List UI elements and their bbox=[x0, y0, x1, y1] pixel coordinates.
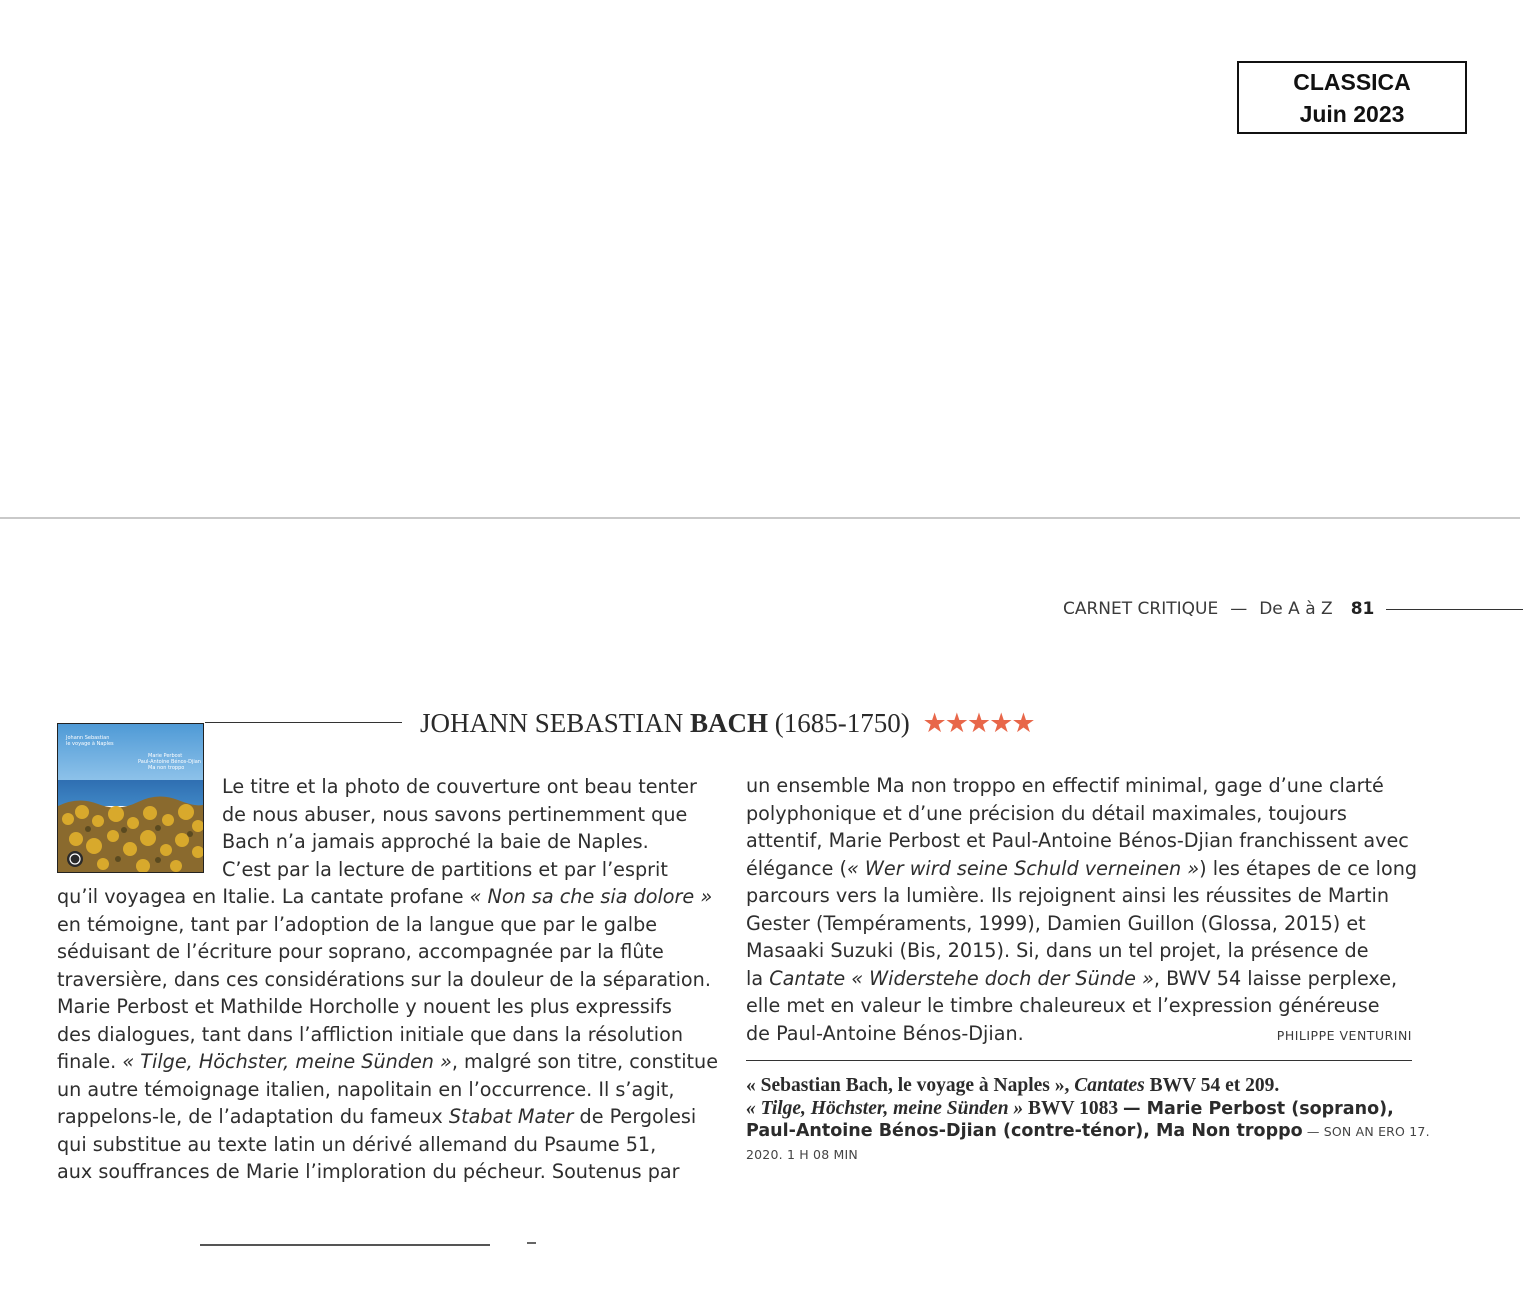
review-column-1-indented bbox=[222, 773, 697, 883]
disc-line bbox=[746, 1120, 1430, 1144]
review-line bbox=[746, 965, 1412, 993]
disc-separator: — bbox=[1302, 1124, 1324, 1139]
review-line: Le titre et la photo de couverture ont beau tenter bbox=[222, 775, 697, 798]
review-line bbox=[57, 1048, 719, 1076]
review-line: Masaaki Suzuki (Bis, 2015). Si, dans un tel projet, la présence de bbox=[746, 939, 1369, 962]
footer-dash bbox=[527, 1242, 536, 1244]
review-line: elle met en valeur le timbre chaleureux et l’expression généreuse bbox=[746, 994, 1380, 1017]
review-line: qui substitue au texte latin un dérivé allemand du Psaume 51, bbox=[57, 1132, 657, 1156]
cover-text-2: le voyage à Naples bbox=[66, 741, 114, 747]
review-line: des dialogues, tant dans l’affliction initiale que dans la résolution bbox=[57, 1022, 684, 1046]
text-run: la bbox=[746, 966, 770, 990]
text-run: rappelons-le, de l’adaptation du fameux bbox=[57, 1105, 449, 1128]
publication-stamp bbox=[1237, 61, 1467, 134]
review-line: Marie Perbost et Mathilde Horcholle y nouent les plus expressifs bbox=[57, 995, 672, 1018]
disc-info bbox=[746, 1075, 1430, 1166]
reviewer-signature: PHILIPPE VENTURINI bbox=[1276, 1027, 1412, 1043]
review-line: Gester (Tempéraments, 1999), Damien Guillon (Glossa, 2015) et bbox=[746, 911, 1366, 935]
disc-catalog: BWV 1083 bbox=[1023, 1097, 1124, 1119]
work-title: « Non sa che sia dolore » bbox=[469, 885, 713, 908]
stamp-publication: CLASSICA bbox=[1293, 68, 1411, 95]
composer-name: JOHANN SEBASTIAN bbox=[420, 708, 684, 738]
review-line bbox=[746, 855, 1418, 883]
stamp-date: Juin 2023 bbox=[1299, 100, 1405, 127]
footer-rule bbox=[200, 1244, 490, 1246]
disc-title: « Sebastian Bach, le voyage à Naples », bbox=[746, 1075, 1075, 1096]
review-line: un ensemble Ma non troppo en effectif minimal, gage d’une clarté bbox=[746, 774, 1384, 797]
work-title: Stabat Mater bbox=[448, 1105, 574, 1128]
text-run: finale. bbox=[57, 1050, 123, 1073]
review-line bbox=[57, 883, 713, 911]
review-column-2 bbox=[746, 772, 1418, 1049]
rating-stars: ★★★★★ bbox=[922, 708, 1034, 738]
text-run: , malgré son titre, constitue bbox=[451, 1050, 719, 1073]
disc-performers: Paul-Antoine Bénos-Djian (contre-ténor), Ma Non troppo bbox=[746, 1121, 1303, 1141]
cover-text-4: Paul-Antoine Bénos-Djian bbox=[138, 759, 201, 765]
review-line: Bach n’a jamais approché la baie de Naples. bbox=[222, 830, 649, 853]
review-column-1 bbox=[57, 883, 719, 1186]
composer-dates: (1685-1750) bbox=[774, 708, 910, 738]
disc-details: 2020. 1 H 08 MIN bbox=[746, 1146, 858, 1162]
work-title: Cantate « Widerstehe doch der Sünde » bbox=[769, 966, 1154, 990]
album-cover bbox=[57, 723, 204, 873]
text-run: élégance ( bbox=[746, 856, 847, 880]
work-title: « Tilge, Höchster, meine Sünden » bbox=[122, 1050, 452, 1073]
review-line: polyphonique et d’une précision du détail maximales, toujours bbox=[746, 801, 1347, 825]
page-number: 81 bbox=[1350, 599, 1375, 619]
review-line bbox=[57, 1103, 697, 1131]
review-line: aux souffrances de Marie l’imploration du pécheur. Soutenus par bbox=[57, 1160, 680, 1183]
title-rule bbox=[205, 722, 402, 723]
review-line: attentif, Marie Perbost et Paul-Antoine Bénos-Djian franchissent avec bbox=[746, 829, 1409, 852]
review-line: un autre témoignage italien, napolitain en l’occurrence. Il s’agit, bbox=[57, 1077, 675, 1101]
text-run: , BWV 54 laisse perplexe, bbox=[1153, 966, 1398, 990]
text-run: de Paul-Antoine Bénos-Djian. bbox=[746, 1021, 1024, 1045]
cover-text-1: Johann Sebastian bbox=[66, 735, 110, 741]
review-line: séduisant de l’écriture pour soprano, accompagnée par la flûte bbox=[57, 940, 664, 963]
disc-works: Cantates bbox=[1074, 1075, 1145, 1096]
subsection-title: De A à Z bbox=[1259, 599, 1333, 619]
disc-work-title: « Tilge, Höchster, meine Sünden » bbox=[746, 1097, 1024, 1119]
review-line: parcours vers la lumière. Ils rejoignent ainsi les réussites de Martin bbox=[746, 884, 1390, 907]
page-header bbox=[1063, 597, 1523, 621]
work-title: « Wer wird seine Schuld verneinen » bbox=[846, 856, 1200, 880]
disc-line bbox=[746, 1075, 1416, 1098]
cover-text-3: Marie Perbost bbox=[148, 753, 183, 759]
text-run: de Pergolesi bbox=[573, 1105, 697, 1128]
header-rule bbox=[1386, 609, 1523, 610]
review-line: en témoigne, tant par l’adoption de la langue que par le galbe bbox=[57, 912, 658, 936]
review-line: de nous abuser, nous savons pertinemment que bbox=[222, 802, 688, 826]
section-title: CARNET CRITIQUE bbox=[1063, 599, 1219, 619]
scan-cut-line bbox=[0, 517, 1520, 519]
disc-catalog: BWV 54 et 209. bbox=[1144, 1075, 1280, 1096]
review-line bbox=[746, 1020, 1412, 1048]
review-line: C’est par la lecture de partitions et par l’esprit bbox=[222, 857, 668, 881]
review-line: traversière, dans ces considérations sur la douleur de la séparation. bbox=[57, 967, 711, 991]
header-separator: — bbox=[1230, 599, 1248, 619]
disc-label: SON AN ERO 17. bbox=[1323, 1124, 1430, 1139]
disc-performer: Marie Perbost (soprano), bbox=[1146, 1098, 1394, 1119]
disc-line bbox=[746, 1098, 1416, 1121]
disc-separator: — bbox=[1123, 1098, 1147, 1119]
disc-info-rule bbox=[746, 1060, 1412, 1061]
review-title bbox=[420, 708, 1120, 750]
text-run: qu’il voyagea en Italie. La cantate profane bbox=[57, 885, 470, 908]
composer-surname: BACH bbox=[690, 708, 769, 738]
text-run: ) les étapes de ce long bbox=[1199, 856, 1418, 880]
cover-text-5: Ma non troppo bbox=[148, 765, 185, 771]
